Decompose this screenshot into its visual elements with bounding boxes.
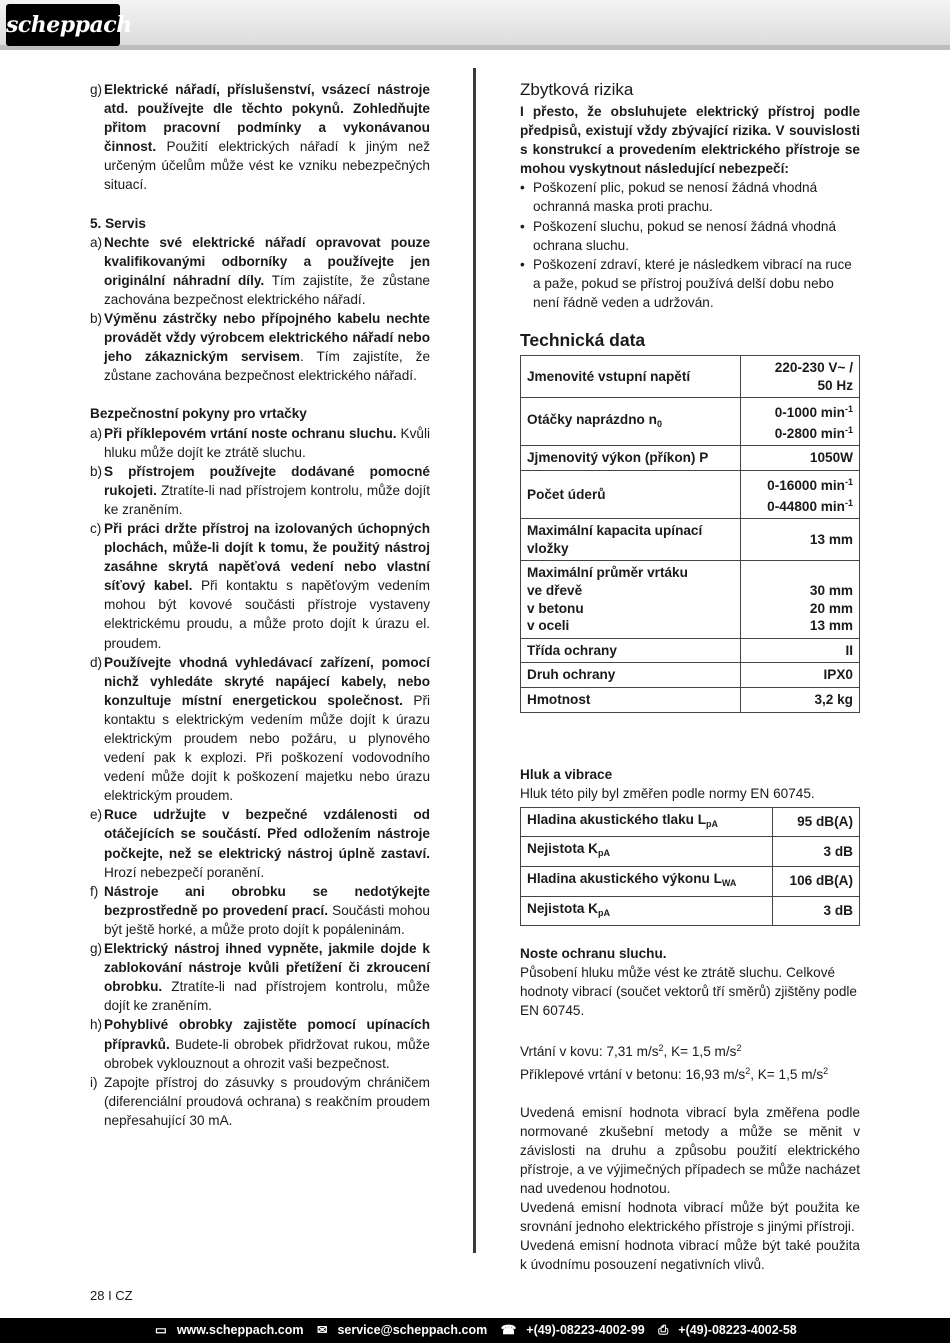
bullet-icon: •: [520, 218, 525, 234]
risk-title: Zbytková rizika: [520, 80, 634, 99]
page-header: [0, 0, 950, 50]
table-cell: 3 dB: [773, 896, 860, 926]
item-marker: b): [90, 463, 103, 479]
item-bold: Používejte vhodná vyhledávací zařízení, pomocí nichž vyhledáte skryté napájecí kabely, nebo konzultuje místní energetickou společnost.: [104, 654, 430, 708]
item-text: Ztratíte-li nad přístrojem kontrolu, může dojít ke zraněním.: [104, 482, 430, 517]
item-bold: Elektrické nářadí, příslušenství, vsázecí nástroje atd. používejte dle těchto pokynů. Zohledňujte přitom pracovní podmínky a vykonávanou činnost.: [104, 82, 430, 155]
list-item: [520, 178, 860, 216]
list-item: [90, 462, 430, 519]
page-footer: [0, 1318, 950, 1343]
table-row: [521, 663, 860, 688]
item-marker: f): [90, 883, 99, 899]
list-item: [520, 217, 860, 255]
fax-icon: ⎙: [658, 1323, 669, 1337]
list-item: [90, 233, 430, 309]
item-text: . Tím zajistíte, že zůstane zachována bezpečnost elektrického nářadí.: [104, 349, 430, 384]
emission-text: Uvedená emisní hodnota vibrací může být také použita k úvodnímu posouzení negativních vlivů.: [520, 1238, 860, 1273]
table-row: [521, 807, 860, 837]
table-cell: 13 mm: [741, 519, 860, 561]
bullet-text: Poškození plic, pokud se nenosí žádná vhodná ochranná maska proti prachu.: [533, 180, 818, 215]
list-item: [90, 519, 430, 653]
item-text: Tím zajistíte, že zůstane zachována bezpečnost elektrického nářadí.: [104, 272, 430, 307]
table-cell: 220-230 V~ / 50 Hz: [741, 356, 860, 398]
safety-list: [90, 424, 430, 1130]
list-item: [90, 309, 430, 385]
table-cell: II: [741, 638, 860, 663]
item-bold: Při práci držte přístroj na izolovaných úchopných plochách, může-li dojít k tomu, že použitý nástroj zasáhne skrytá napěťová vedení nebo vlastní síťový kabel.: [104, 520, 430, 594]
vibration-line: Vrtání v kovu: 7,31 $m/s^2$, K= 1,5 $m/s^2$: [520, 1043, 742, 1060]
item-marker: a): [90, 425, 103, 441]
table-cell: Hladina akustického tlaku $L_{pA}$: [521, 807, 773, 837]
item-bold: S přístrojem používejte dodávané pomocné rukojeti.: [104, 463, 430, 498]
footer-fax: +(49)-08223-4002-58: [678, 1323, 797, 1337]
tech-title: Technická data: [520, 330, 646, 351]
table-row: [521, 837, 860, 867]
risk-list: [520, 178, 860, 312]
item-marker: g): [90, 82, 103, 97]
scheppach-logo: scheppach: [6, 4, 120, 46]
table-cell: IPX0: [741, 663, 860, 688]
table-cell: 106 dB(A): [773, 866, 860, 896]
item-bold: Elektrický nástroj ihned vypněte, jakmile dojde k zablokování nástroje kvůli přetížení či zkroucení obrobku.: [104, 941, 430, 995]
table-cell: 1050W: [741, 446, 860, 471]
table-cell: Hmotnost: [521, 687, 741, 712]
item-text: Budete-li obrobek přidržovat rukou, může obrobek vyklouznout a ohrozit vaši bezpečnost.: [104, 1036, 430, 1071]
table-row: [521, 561, 860, 638]
table-row: [521, 687, 860, 712]
item-marker: i): [90, 1074, 98, 1090]
table-cell: Počet úderů: [521, 471, 741, 519]
noise-title: Hluk a vibrace: [520, 766, 613, 782]
item-text: Kvůli hluku může dojít ke ztrátě sluchu.: [104, 425, 430, 460]
noise-intro: Hluk této pily byl změřen podle normy EN 60745.: [520, 785, 815, 801]
noise-table: [520, 807, 860, 926]
table-cell: 3 dB: [773, 837, 860, 867]
vibration-line: Příklepové vrtání v betonu: 16,93 $m/s^2$, K= 1,5 $m/s^2$: [520, 1065, 829, 1082]
bullet-text: Poškození zdraví, které je následkem vibrací na ruce a paže, pokud se přístroj používá delší dobu nebo není řádně veden a udržován.: [533, 256, 852, 310]
item-text: Použití elektrických nářadí k jiným než určeným účelům může vést ke vzniku nebezpečných situací.: [104, 139, 430, 193]
monitor-icon: ▭: [155, 1323, 167, 1337]
risk-intro: I přesto, že obsluhujete elektrický přístroj podle předpisů, existují vždy zbývající rizika. V souvislosti s konstrukcí a provedením elektrického přístroje se mohou vyskytnout následující nebezpečí:: [520, 104, 860, 177]
table-cell: Hladina akustického výkonu $L_{WA}$: [521, 866, 773, 896]
item-marker: b): [90, 311, 103, 327]
list-item: [90, 805, 430, 881]
footer-web[interactable]: www.scheppach.com: [176, 1323, 304, 1337]
table-row: [521, 866, 860, 896]
footer-phone: +(49)-08223-4002-99: [526, 1323, 645, 1337]
item-marker: g): [90, 941, 103, 957]
item-bold: Nástroje ani obrobku se nedotýkejte bezprostředně po provedení prací.: [104, 883, 430, 918]
item-text: Ztratíte-li nad přístrojem kontrolu, může dojít ke zraněním.: [104, 979, 430, 1014]
table-row: [521, 896, 860, 926]
left-column: [90, 80, 430, 1130]
list-item: [90, 1073, 430, 1130]
list-item: [90, 939, 430, 1015]
item-bold: Výměnu zástrčky nebo přípojného kabelu nechte provádět vždy výrobcem elektrického nářadí nebo jeho zákaznickým servisem: [104, 311, 430, 365]
list-item: [90, 882, 430, 939]
page-number: 28 I CZ: [90, 1288, 133, 1303]
list-item: [90, 424, 430, 462]
table-row: [521, 398, 860, 446]
table-cell: 0-1000 $\min^{-1}$ 0-2800 $\min^{-1}$: [741, 398, 860, 446]
table-cell: Druh ochrany: [521, 663, 741, 688]
item-marker: a): [90, 234, 103, 250]
table-cell: Otáčky naprázdno $n_0$: [521, 398, 741, 446]
item-marker: e): [90, 807, 103, 823]
table-cell: Maximální kapacita upínací vložky: [521, 519, 741, 561]
tech-data-table: [520, 355, 860, 713]
list-item: [90, 653, 430, 806]
hearing-title: Noste ochranu sluchu.: [520, 946, 667, 962]
table-cell: Jjmenovitý výkon (příkon) P: [521, 446, 741, 471]
emission-text: Uvedená emisní hodnota vibrací může být použita ke srovnání jednoho elektrického přístroje s jinými přístroji.: [520, 1200, 860, 1235]
column-divider: [473, 68, 476, 1253]
item-marker: c): [90, 520, 102, 536]
table-cell: Jmenovité vstupní napětí: [521, 356, 741, 398]
list-item: [520, 255, 860, 312]
table-cell: Maximální průměr vrtáku ve dřevě v betonu v oceli: [521, 561, 741, 638]
bullet-text: Poškození sluchu, pokud se nenosí žádná vhodná ochrana sluchu.: [533, 218, 837, 253]
table-row: [521, 471, 860, 519]
table-row: [521, 519, 860, 561]
item-text: Při kontaktu s elektrickým vedením může dojít k úrazu elektrickým proudem nebo požáru, u plynového vedení pak k explozi. Při poškození vodovodního vedení může dojít k poškození majetku nebo úrazu elektrickým proudem.: [104, 692, 431, 804]
phone-icon: ☎: [500, 1323, 517, 1337]
right-column: [520, 80, 860, 1275]
item-text: Hrozí nebezpečí poranění.: [104, 864, 265, 880]
item-bold: Pohyblivé obrobky zajistěte pomocí upínacích přípravků.: [104, 1017, 430, 1052]
table-cell: Nejistota $K_{pA}$: [521, 896, 773, 926]
bullet-icon: •: [520, 180, 525, 196]
item-marker: d): [90, 654, 103, 670]
item-bold: Nechte své elektrické nářadí opravovat pouze kvalifikovanými odborníky a používejte jen originální náhradní díly.: [104, 234, 430, 288]
bullet-icon: •: [520, 256, 525, 272]
table-cell: Třída ochrany: [521, 638, 741, 663]
item-text: Součásti mohou být ještě horké, a může proto dojít k popáleninám.: [104, 902, 430, 937]
item-text: Při kontaktu s napěťovým vedením mohou být kovové součásti přístroje vystaveny elektrickému proudu, a může proto dojít k úrazu el. proudem.: [104, 578, 430, 651]
item-text: Zapojte přístroj do zásuvky s proudovým chráničem (diferenciální proudová ochrana) s reakčním proudem nepřesahující 30 mA.: [104, 1074, 430, 1128]
hearing-text: Působení hluku může vést ke ztrátě sluchu. Celkové hodnoty vibrací (součet vektorů tří směrů) zjištěny podle EN 60745.: [520, 965, 857, 1019]
item-marker: h): [90, 1017, 103, 1033]
item-bold: Při příklepovém vrtání noste ochranu sluchu.: [104, 425, 397, 441]
table-cell: 0-16000 $\min^{-1}$ 0-44800 $\min^{-1}$: [741, 471, 860, 519]
footer-email[interactable]: service@scheppach.com: [337, 1323, 488, 1337]
table-cell: 30 mm 20 mm 13 mm: [741, 561, 860, 638]
table-row: [521, 638, 860, 663]
table-cell: Nejistota $K_{pA}$: [521, 837, 773, 867]
section-title: 5. Servis: [90, 215, 146, 231]
list-item: [90, 1015, 430, 1072]
item-bold: Ruce udržujte v bezpečné vzdálenosti od otáčejících se součástí. Před odložením nástroje počkejte, než se elektrický nástroj úplně zastaví.: [104, 807, 430, 861]
mail-icon: ✉: [316, 1323, 328, 1337]
table-cell: 3,2 kg: [741, 687, 860, 712]
table-cell: 95 dB(A): [773, 807, 860, 837]
emission-text: Uvedená emisní hodnota vibrací byla změřena podle normované zkušební metody a může se měnit v závislosti na druhu a způsobu použití elektrického přístroje, a ve výjimečných případech se může nacházet nad uvedenou hodnotou.: [520, 1104, 860, 1197]
table-row: [521, 356, 860, 398]
table-row: [521, 446, 860, 471]
section-title: Bezpečnostní pokyny pro vrtačky: [90, 406, 307, 422]
list-item: [90, 80, 430, 195]
